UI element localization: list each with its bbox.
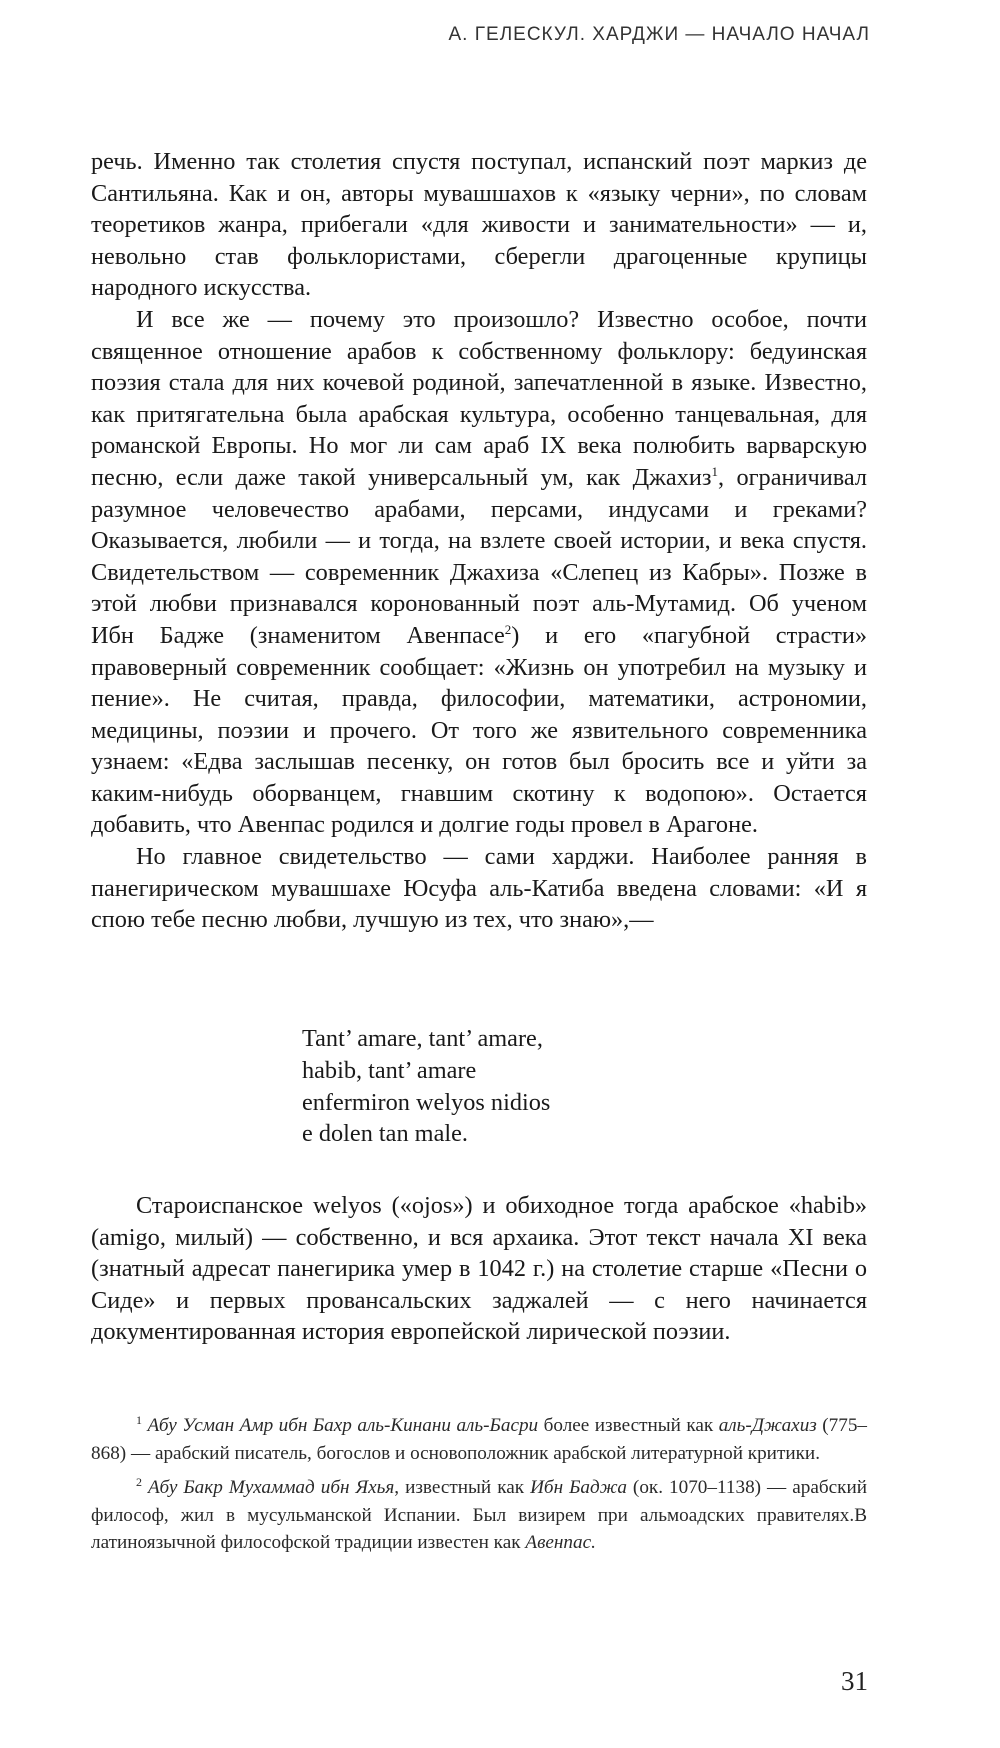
verse-line: e dolen tan male.: [302, 1120, 468, 1148]
main-text: [91, 146, 867, 936]
footnote-ref-1[interactable]: 1: [711, 463, 718, 479]
page-number: 31: [841, 1666, 868, 1696]
footnote-text: (775–868) — арабский писатель, богослов и основоположник арабской литературной критики.: [91, 1415, 868, 1464]
verse-line: Tant’ amare, tant’ amare,: [302, 1025, 543, 1052]
main-text-continued: [91, 1190, 867, 1348]
paragraph-1: речь. Именно так столетия спустя поступал, испанский поэт маркиз де Сантильяна. Как и он, авторы мувашшахов к «языку черни», по словам теоретиков жанра, прибегали «для живости и занимательности» — и, невольно став фольклористами, сберегли драгоценные крупицы народного искусства.: [91, 148, 867, 302]
footnote-text: , известный как: [394, 1477, 531, 1499]
paragraph-2-part-b: , ограничивал разумное человечество арабами, персами, индусами и греками? Оказывается, любили — и тогда, на взлете своей истории, и века спустя. Свидетельством — современник Джахиза «Слепец из Кабры». Позже в этой любви признавался коронованный поэт аль-Мутамид. Об ученом Ибн Бадже (знаменитом Авенпасе: [91, 463, 867, 649]
footnote-ref-2[interactable]: 2: [504, 621, 512, 637]
paragraph-2: [91, 304, 867, 841]
paragraph-3: Но главное свидетельство — сами харджи. Наиболее ранняя в панегирическом мувашшахе Юсуфа аль-Катиба введена словами: «И я спою тебе песню любви, лучшую из тех, что знаю»,—: [91, 843, 867, 934]
footnote-1: [91, 1412, 867, 1467]
footnote-italic: Ибн Баджа: [530, 1477, 627, 1499]
footnote-italic: Абу Усман Амр ибн Бахр аль-Кинани аль-Басри: [147, 1415, 539, 1436]
running-head: А. ГЕЛЕСКУЛ. ХАРДЖИ — НАЧАЛО НАЧАЛ: [448, 24, 870, 45]
footnote-italic: Авенпас.: [525, 1532, 596, 1554]
verse-line: habib, tant’ amare: [302, 1056, 477, 1084]
footnote-text: (ок. 1070–1138) — арабский философ, жил в мусульманской Испании. Был визирем при альмоадских правителях.В латиноязычной философской традиции известен как: [91, 1477, 868, 1554]
footnote-2: [91, 1474, 867, 1557]
footnote-text: более известный как: [538, 1415, 719, 1436]
paragraph-4: Староиспанское welyos («ojos») и обиходное тогда арабское «habib» (amigo, милый) — собственно, и вся архаика. Этот текст начала XI века (знатный адресат панегирика умер в 1042 г.) на столетие старше «Песни о Сиде» и первых провансальских заджалей — с него начинается документированная история европейской лирической поэзии.: [91, 1192, 867, 1346]
footnote-italic: аль-Джахиз: [718, 1415, 817, 1436]
paragraph-2-part-a: И все же — почему это произошло? Известно особое, почти священное отношение арабов к собственному фольклору: бедуинская поэзия стала для них кочевой родиной, запечатленной в языке. Известно, как притягательна была арабская культура, особенно танцевальная, для романской Европы. Но мог ли сам араб IX века полюбить варварскую песню, если даже такой универсальный ум, как Джахиз: [91, 305, 867, 491]
footnote-italic: Абу Бакр Мухаммад ибн Яхья: [148, 1477, 395, 1499]
footnotes: [91, 1412, 867, 1564]
verse-quote: [302, 1023, 550, 1150]
verse-line: enfermiron welyos nidios: [302, 1088, 551, 1116]
footnote-mark: 1: [136, 1413, 142, 1427]
footnote-mark: 2: [136, 1475, 142, 1490]
paragraph-2-part-c: ) и его «пагубной страсти» правоверный современник сообщает: «Жизнь он употребил на музыку и пение». Не считая, правда, философии, математики, астрономии, медицины, поэзии и прочего. От того же язвительного современника узнаем: «Едва заслышав песенку, он готов был бросить все и уйти за каким-нибудь оборванцем, гнавшим скотину к водопою». Остается добавить, что Авенпас родился и долгие годы провел в Арагоне.: [91, 621, 867, 839]
